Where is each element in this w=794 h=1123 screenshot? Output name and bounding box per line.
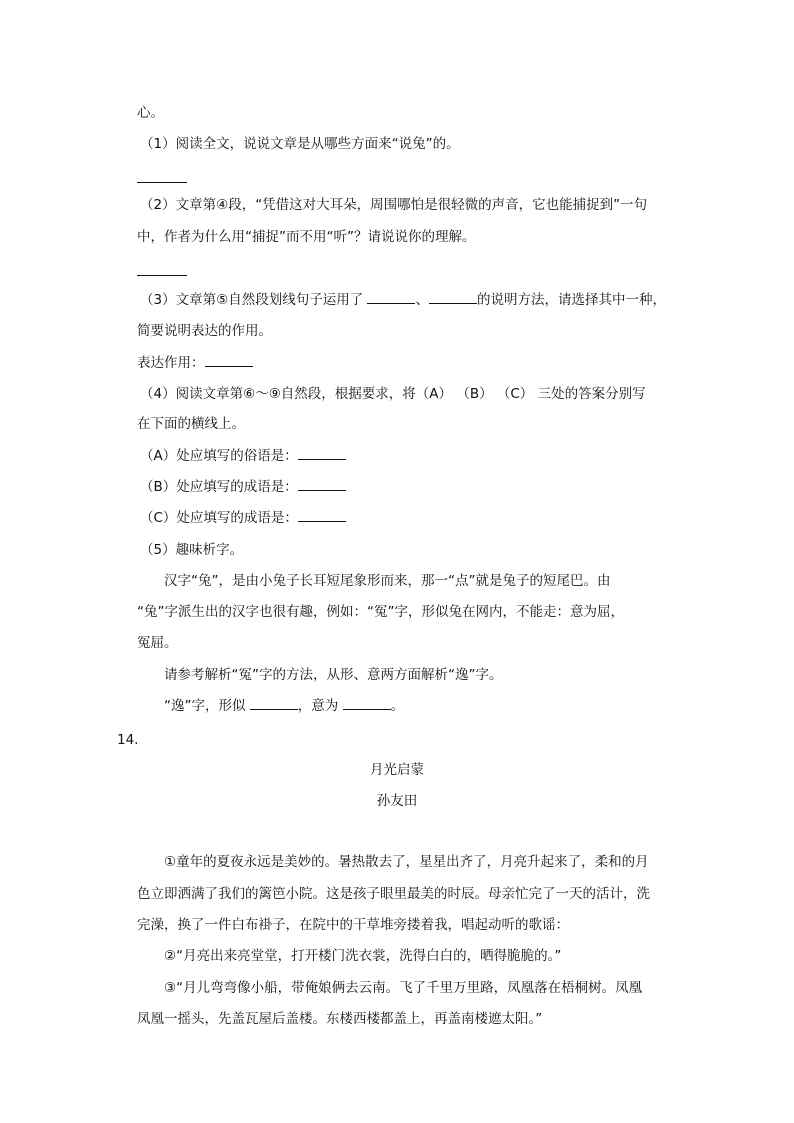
question-5: （5）趣味析字。 <box>140 542 244 558</box>
text-line: 冤屈。 <box>137 635 178 651</box>
text-line: “兔”字派生出的汉字也很有趣，例如：“冤”字，形似兔在网内，不能走：意为屈， <box>137 604 624 620</box>
text-line: “逸”字，形似 ，意为 。 <box>164 698 405 714</box>
text-line: 在下面的横线上。 <box>137 416 245 432</box>
text-line: 中，作者为什么用“捕捉”而不用“听”？请说说你的理解。 <box>137 229 476 245</box>
text-line: 请参考解析“冤”字的方法，从形、意两方面解析“逸”字。 <box>164 667 503 683</box>
answer-blank <box>250 697 298 710</box>
answer-blank <box>298 447 346 460</box>
text-line: 汉字“兔”，是由小兔子长耳短尾象形而来，那一“点”就是兔子的短尾巴。由 <box>164 573 611 589</box>
question-number: 14. <box>117 732 139 748</box>
answer-blank <box>367 291 415 304</box>
text-line: （B）处应填写的成语是： <box>140 478 346 496</box>
text-line: （A）处应填写的俗语是： <box>140 447 346 465</box>
paragraph-line: ②“月亮出来亮堂堂，打开楼门洗衣裳，洗得白白的，晒得脆脆的。” <box>164 948 562 964</box>
answer-blank <box>298 509 346 522</box>
paragraph-line: 凤凰一摇头，先盖瓦屋后盖楼。东楼西楼都盖上，再盖南楼遮太阳。” <box>137 1011 543 1027</box>
answer-line <box>137 182 187 183</box>
paragraph-line: ③“月儿弯弯像小船，带俺娘俩去云南。飞了千里万里路，凤凰落在梧桐树。凤凰 <box>164 980 643 996</box>
text-line: （C）处应填写的成语是： <box>140 509 346 527</box>
question-4: （4）阅读文章第⑥～⑨自然段，根据要求，将（A） （B） （C） 三处的答案分别写 <box>140 386 646 402</box>
article-author: 孙友田 <box>376 793 418 809</box>
paragraph-line: ①童年的夏夜永远是美妙的。暑热散去了，星星出齐了，月亮升起来了，柔和的月 <box>164 854 649 870</box>
text-line: 简要说明表达的作用。 <box>137 323 272 339</box>
question-1: （1）阅读全文，说说文章是从哪些方面来“说兔”的。 <box>140 136 460 152</box>
answer-blank <box>298 478 346 491</box>
answer-blank <box>343 697 391 710</box>
paragraph-line: 色立即洒满了我们的篱笆小院。这是孩子眼里最美的时辰。母亲忙完了一天的活计，洗 <box>137 886 650 902</box>
answer-line <box>137 275 187 276</box>
paragraph-line: 完澡，换了一件白布褂子，在院中的干草堆旁搂着我，唱起动听的歌谣： <box>137 917 569 933</box>
text-line: 心。 <box>137 105 164 121</box>
question-2: （2）文章第④段，“凭借这对大耳朵，周围哪怕是很轻微的声音，它也能捕捉到”一句 <box>140 197 648 213</box>
article-title: 月光启蒙 <box>370 762 424 778</box>
answer-blank <box>429 291 477 304</box>
text-line: 表达作用： <box>137 354 253 372</box>
answer-blank <box>205 354 253 367</box>
question-3: （3）文章第⑤自然段划线句子运用了 、 的说明方法，请选择其中一种， <box>140 292 666 308</box>
